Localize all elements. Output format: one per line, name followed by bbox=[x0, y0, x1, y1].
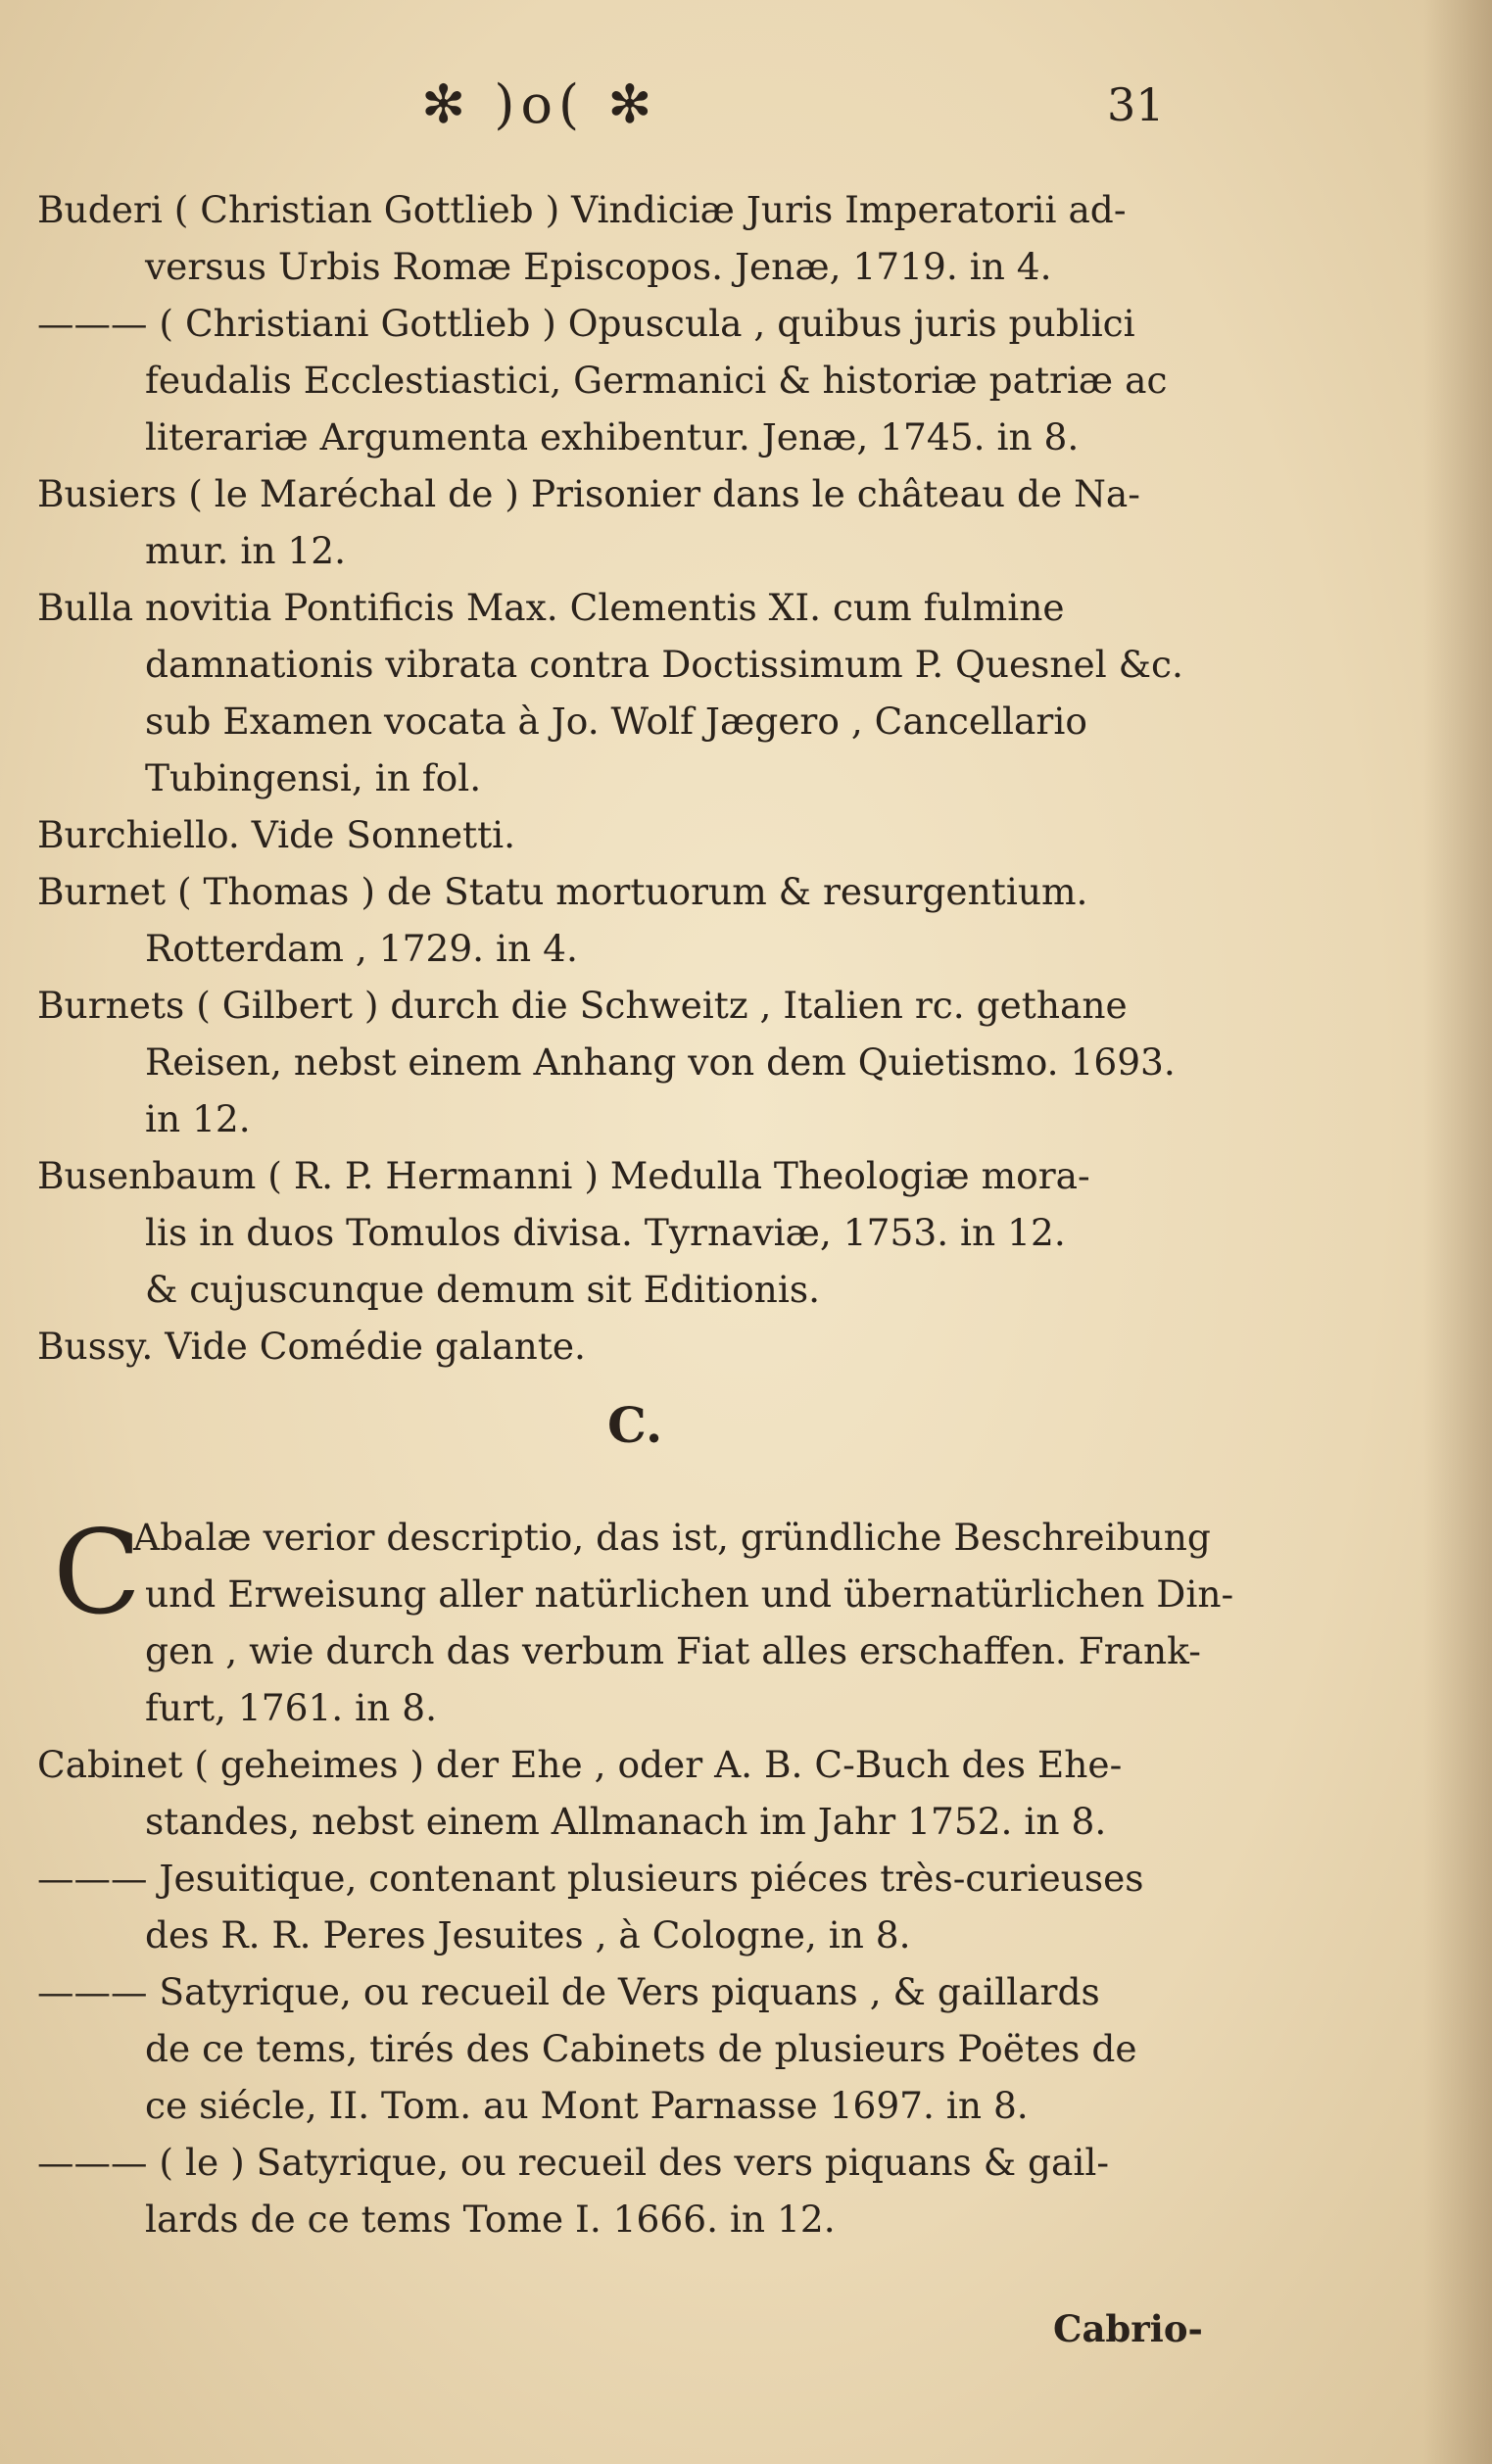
bibliography-entry bbox=[37, 579, 1252, 806]
entry-continuation-line: Reisen, nebst einem Anhang von dem Quietismo. 1693. bbox=[145, 1040, 1176, 1084]
entry-first-line: Burchiello. Vide Sonnetti. bbox=[37, 813, 516, 856]
bibliography-entry bbox=[37, 1147, 1252, 1318]
bibliography-entry bbox=[37, 2134, 1252, 2247]
entry-continuation-line: de ce tems, tirés des Cabinets de plusieurs Poëtes de bbox=[145, 2027, 1137, 2070]
entries-list-c bbox=[37, 1505, 1252, 2247]
bibliography-entry bbox=[37, 806, 1252, 863]
entry-continuation-line: gen , wie durch das verbum Fiat alles erschaffen. Frank- bbox=[145, 1629, 1201, 1672]
section-heading-c: C. bbox=[607, 1396, 663, 1454]
entry-first-line: Bussy. Vide Comédie galante. bbox=[37, 1325, 586, 1368]
entry-continuation-line: standes, nebst einem Allmanach im Jahr 1752. in 8. bbox=[145, 1800, 1107, 1843]
entry-first-line: ——— ( Christiani Gottlieb ) Opuscula , quibus juris publici bbox=[37, 302, 1135, 345]
entry-continuation-line: feudalis Ecclestiastici, Germanici & historiæ patriæ ac bbox=[145, 359, 1168, 402]
entry-continuation-line: damnationis vibrata contra Doctissimum P. Quesnel &c. bbox=[145, 643, 1183, 686]
entry-continuation-line: furt, 1761. in 8. bbox=[145, 1686, 437, 1729]
entry-continuation-line: mur. in 12. bbox=[145, 529, 347, 572]
entry-continuation-line: versus Urbis Romæ Episcopos. Jenæ, 1719. in 4. bbox=[145, 245, 1052, 288]
entry-first-line: Bulla novitia Pontificis Max. Clementis XI. cum fulmine bbox=[37, 586, 1065, 629]
entry-first-line: Busenbaum ( R. P. Hermanni ) Medulla Theologiæ mora- bbox=[37, 1154, 1090, 1197]
entry-continuation-line: sub Examen vocata à Jo. Wolf Jægero , Cancellario bbox=[145, 700, 1087, 743]
entry-continuation-line: Rotterdam , 1729. in 4. bbox=[145, 927, 578, 970]
entry-first-line: Buderi ( Christian Gottlieb ) Vindiciæ Juris Imperatorii ad- bbox=[37, 188, 1127, 231]
entries-list-b bbox=[37, 181, 1252, 1375]
entry-continuation-line: und Erweisung aller natürlichen und übernatürlichen Din- bbox=[145, 1572, 1234, 1616]
header-ornament: ✻ )o( ✻ bbox=[421, 73, 658, 135]
bibliography-entry bbox=[37, 1736, 1252, 1850]
drop-cap: C bbox=[53, 1505, 142, 1640]
bibliography-entry bbox=[37, 295, 1252, 465]
entry-first-line: ——— Jesuitique, contenant plusieurs piéces très-curieuses bbox=[37, 1857, 1144, 1900]
entry-continuation-line: literariæ Argumenta exhibentur. Jenæ, 1745. in 8. bbox=[145, 415, 1080, 459]
bibliography-entry bbox=[37, 1505, 1252, 1736]
entry-first-line: Busiers ( le Maréchal de ) Prisonier dans le château de Na- bbox=[37, 472, 1140, 515]
entry-first-line: Abalæ verior descriptio, das ist, gründliche Beschreibung bbox=[133, 1516, 1211, 1559]
entry-continuation-line: des R. R. Peres Jesuites , à Cologne, in 8. bbox=[145, 1913, 911, 1957]
entry-first-line: ——— Satyrique, ou recueil de Vers piquans , & gaillards bbox=[37, 1970, 1100, 2013]
bibliography-entry bbox=[37, 977, 1252, 1147]
page-edge-shadow bbox=[1423, 0, 1492, 2464]
entry-continuation-line: lis in duos Tomulos divisa. Tyrnaviæ, 1753. in 12. bbox=[145, 1211, 1066, 1254]
entry-first-line: Burnets ( Gilbert ) durch die Schweitz , Italien rc. gethane bbox=[37, 984, 1128, 1027]
entry-continuation-line: Tubingensi, in fol. bbox=[145, 756, 482, 799]
entry-first-line: ——— ( le ) Satyrique, ou recueil des vers piquans & gail- bbox=[37, 2141, 1110, 2184]
bibliography-entry bbox=[37, 181, 1252, 295]
bibliography-entry bbox=[37, 863, 1252, 977]
entry-continuation-line: ce siécle, II. Tom. au Mont Parnasse 1697. in 8. bbox=[145, 2084, 1029, 2127]
entry-first-line: Cabinet ( geheimes ) der Ehe , oder A. B. C-Buch des Ehe- bbox=[37, 1743, 1123, 1786]
bibliography-entry bbox=[37, 1850, 1252, 1963]
bibliography-entry bbox=[37, 1963, 1252, 2134]
entry-continuation-line: & cujuscunque demum sit Editionis. bbox=[145, 1268, 820, 1311]
catchword: Cabrio- bbox=[1053, 2307, 1203, 2350]
page-header bbox=[0, 69, 1492, 147]
bibliography-entry bbox=[37, 1318, 1252, 1375]
bibliography-entry bbox=[37, 465, 1252, 579]
entry-first-line: Burnet ( Thomas ) de Statu mortuorum & resurgentium. bbox=[37, 870, 1088, 913]
entry-continuation-line: lards de ce tems Tome I. 1666. in 12. bbox=[145, 2198, 836, 2241]
page-number: 31 bbox=[1107, 78, 1165, 131]
entry-continuation-line: in 12. bbox=[145, 1097, 251, 1140]
